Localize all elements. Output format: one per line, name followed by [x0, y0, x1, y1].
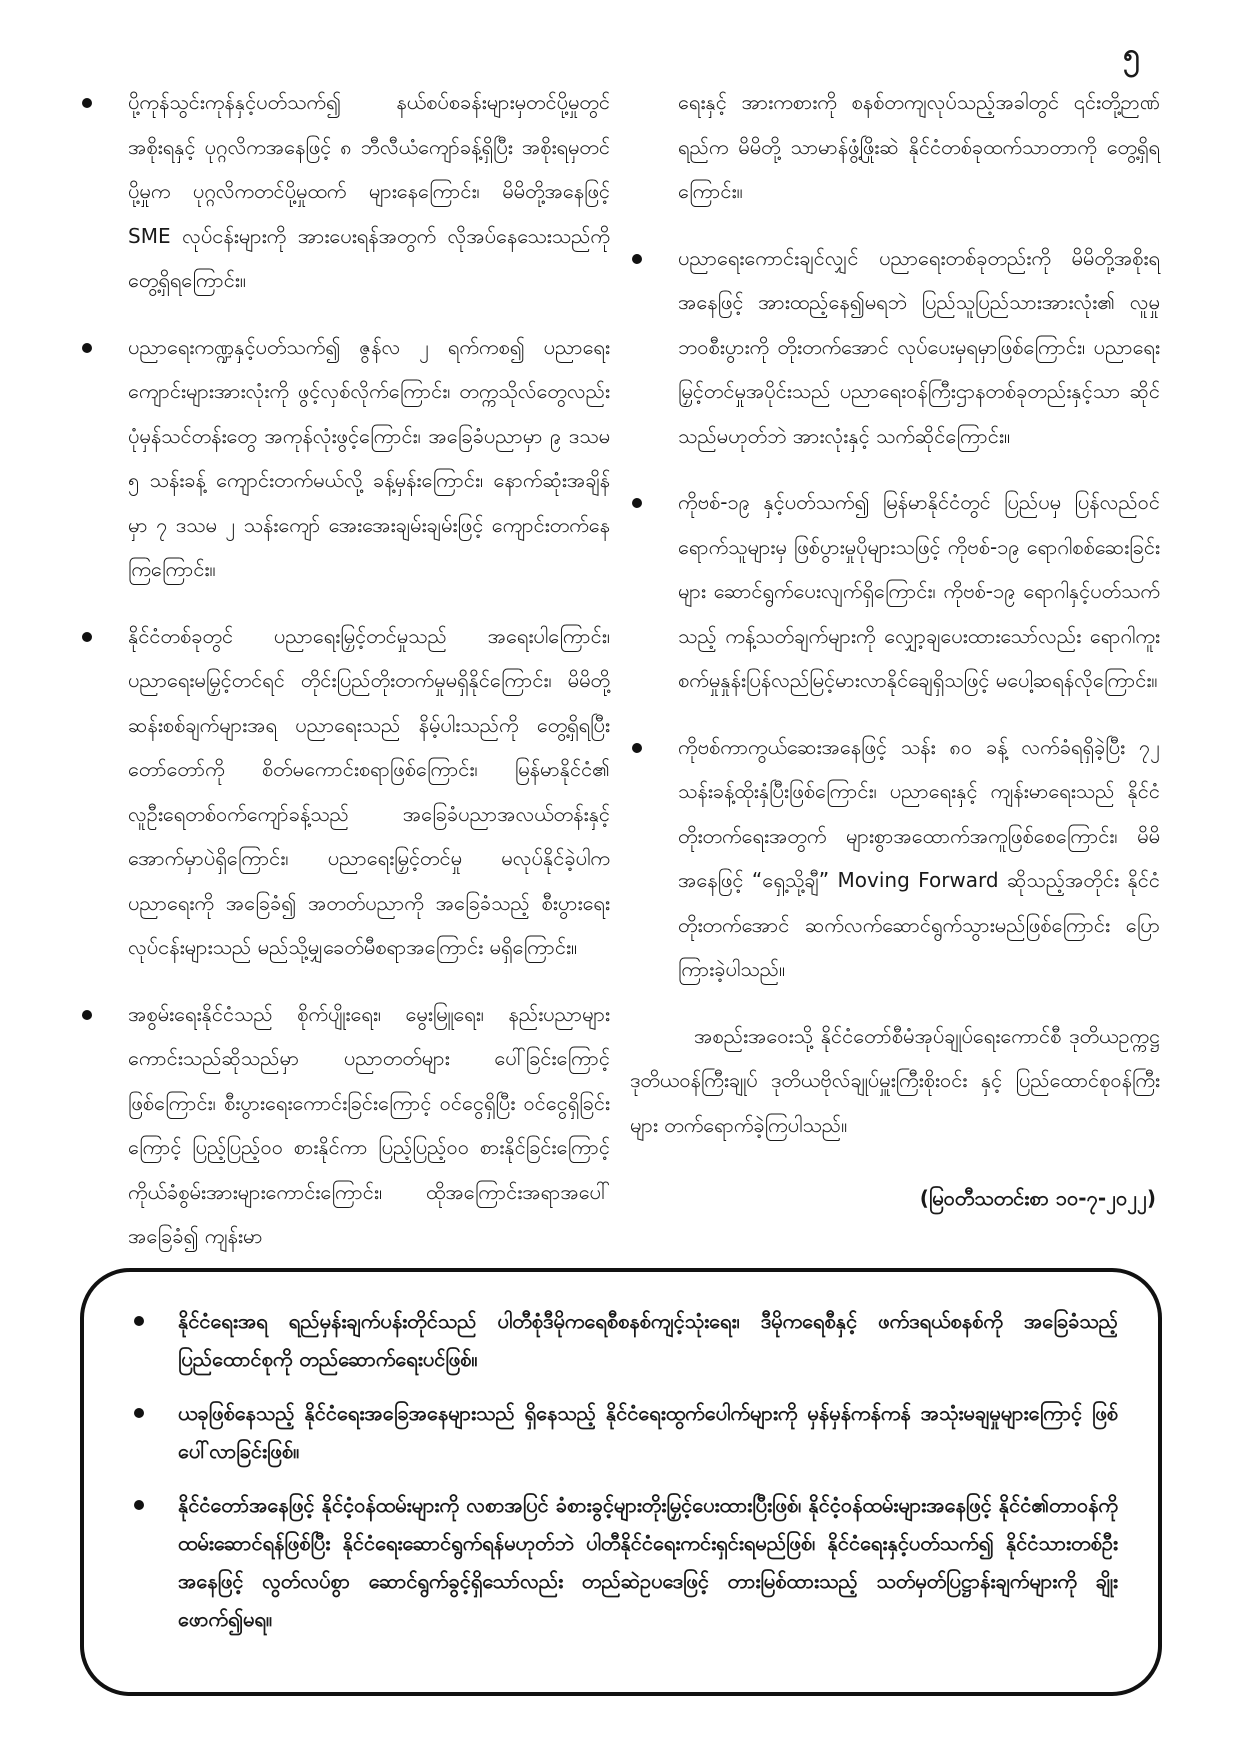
- left-column: [80, 80, 610, 1281]
- right-column: [630, 80, 1160, 1215]
- page-number: ၅: [1123, 37, 1140, 72]
- source-citation: (မြဝတီသတင်းစာ ၁၀-၇-၂၀၂၂): [919, 1186, 1156, 1210]
- bullet-paragraph: နိုင်ငံတစ်ခုတွင် ပညာရေးမြှင့်တင်မှုသည် အရေးပါကြောင်း၊ ပညာရေးမမြှင့်တင်ရင် တိုင်းပြည်တိုးတက်မှုမရှိနိုင်ကြောင်း၊ မိမိတို့ဆန်းစစ်ချက်များအရ ပညာရေးသည် နိမ့်ပါးသည်ကို တွေ့ရှိရပြီး တော်တော်ကို စိတ်မကောင်းစရာဖြစ်ကြောင်း၊ မြန်မာနိုင်ငံ၏ လူဦးရေတစ်ဝက်ကျော်ခန့်သည် အခြေခံပညာအလယ်တန်းနှင့် အောက်မှာပဲရှိကြောင်း၊ ပညာရေးမြှင့်တင်မှု မလုပ်နိုင်ခဲ့ပါက ပညာရေးကို အခြေခံ၍ အတတ်ပညာကို အခြေခံသည့် စီးပွားရေးလုပ်ငန်းများသည် မည်သို့မျှခေတ်မီစရာအကြောင်း မရှိကြောင်း။: [80, 614, 610, 970]
- bullet-paragraph: ကိုဗစ်ကာကွယ်ဆေးအနေဖြင့် သန်း ၈၀ ခန့် လက်ခံရရှိခဲ့ပြီး ၇၂ သန်းခန့်ထိုးနှံပြီးဖြစ်ကြောင်း၊ ပညာရေးနှင့် ကျန်းမာရေးသည် နိုင်ငံတိုးတက်ရေးအတွက် များစွာအထောက်အကူဖြစ်စေကြောင်း၊ မိမိအနေဖြင့် “ရှေ့သို့ချီ” Moving Forward ဆိုသည့်အတိုင်း နိုင်ငံတိုးတက်အောင် ဆက်လက်ဆောင်ရွက်သွားမည်ဖြစ်ကြောင်း ပြောကြားခဲ့ပါသည်။: [630, 725, 1160, 992]
- bullet-paragraph: ပညာရေးကောင်းချင်လျှင် ပညာရေးတစ်ခုတည်းကို မိမိတို့အစိုးရအနေဖြင့် အားထည့်နေ၍မရဘဲ ပြည်သူပြည်သားအားလုံး၏ လူမှုဘဝစီးပွားကို တိုးတက်အောင် လုပ်ပေးမှရမှာဖြစ်ကြောင်း၊ ပညာရေးမြှင့်တင်မှုအပိုင်းသည် ပညာရေးဝန်ကြီးဌာနတစ်ခုတည်းနှင့်သာ ဆိုင်သည်မဟုတ်ဘဲ အားလုံးနှင့် သက်ဆိုင်ကြောင်း။: [630, 236, 1160, 459]
- closing-paragraph: အစည်းအဝေးသို့ နိုင်ငံတော်စီမံအုပ်ချုပ်ရေးကောင်စီ ဒုတိယဥက္ကဋ္ဌ ဒုတိယဝန်ကြီးချုပ် ဒုတိယဗိုလ်ချုပ်မှူးကြီးစိုးဝင်း နှင့် ပြည်ထောင်စုဝန်ကြီးများ တက်ရောက်ခဲ့ကြပါသည်။: [630, 1023, 1160, 1137]
- summary-item: ယခုဖြစ်နေသည့် နိုင်ငံရေးအခြေအနေများသည် ရှိနေသည့် နိုင်ငံရေးထွက်ပေါက်များကို မှန်မှန်ကန်ကန် အသုံးမချမှုများကြောင့် ဖြစ်ပေါ်လာခြင်းဖြစ်။: [134, 1394, 1118, 1470]
- bullet-paragraph: ကိုဗစ်-၁၉ နှင့်ပတ်သက်၍ မြန်မာနိုင်ငံတွင် ပြည်ပမှ ပြန်လည်ဝင်ရောက်သူများမှ ဖြစ်ပွားမှုပိုများသဖြင့် ကိုဗစ်-၁၉ ရောဂါစစ်ဆေးခြင်းများ ဆောင်ရွက်ပေးလျက်ရှိကြောင်း၊ ကိုဗစ်-၁၉ ရောဂါနှင့်ပတ်သက်သည့် ကန့်သတ်ချက်များကို လျှော့ချပေးထားသော်လည်း ရောဂါကူးစက်မှုနှုန်းပြန်လည်မြင့်မားလာနိုင်ချေရှိသဖြင့် မပေါ့ဆရန်လိုကြောင်း။: [630, 480, 1160, 703]
- bullet-paragraph: ပို့ကုန်သွင်းကုန်နှင့်ပတ်သက်၍ နယ်စပ်စခန်းများမှတင်ပို့မှုတွင် အစိုးရနှင့် ပုဂ္ဂလိကအနေဖြင့် ၈ ဘီလီယံကျော်ခန့်ရှိပြီး အစိုးရမှတင်ပို့မှုက ပုဂ္ဂလိကတင်ပို့မှုထက် များနေကြောင်း၊ မိမိတို့အနေဖြင့် SME လုပ်ငန်းများကို အားပေးရန်အတွက် လိုအပ်နေသေးသည်ကိုတွေ့ရှိရကြောင်း။: [80, 80, 610, 303]
- summary-box: [80, 1268, 1162, 1696]
- summary-item: နိုင်ငံရေးအရ ရည်မှန်းချက်ပန်းတိုင်သည် ပါတီစုံဒီမိုကရေစီစနစ်ကျင့်သုံးရေး၊ ဒီမိုကရေစီနှင့် ဖက်ဒရယ်စနစ်ကို အခြေခံသည့် ပြည်ထောင်စုကို တည်ဆောက်ရေးပင်ဖြစ်။: [134, 1302, 1118, 1378]
- bullet-paragraph: ပညာရေးကဏ္ဍနှင့်ပတ်သက်၍ ဇွန်လ ၂ ရက်ကစ၍ ပညာရေးကျောင်းများအားလုံးကို ဖွင့်လှစ်လိုက်ကြောင်း၊ တက္ကသိုလ်တွေလည်း ပုံမှန်သင်တန်းတွေ အကုန်လုံးဖွင့်ကြောင်း၊ အခြေခံပညာမှာ ၉ ဒသမ ၅ သန်းခန့် ကျောင်းတက်မယ်လို့ ခန့်မှန်းကြောင်း၊ နောက်ဆုံးအချိန်မှာ ၇ ဒသမ ၂ သန်းကျော် အေးအေးချမ်းချမ်းဖြင့် ကျောင်းတက်နေကြကြောင်း။: [80, 325, 610, 592]
- continued-paragraph: ရေးနှင့် အားကစားကို စနစ်တကျလုပ်သည့်အခါတွင် ၎င်းတို့ဉာဏ်ရည်က မိမိတို့ သာမာန်ဖွံ့ဖြိုးဆဲ နိုင်ငံတစ်ခုထက်သာတာကို တွေ့ရှိရကြောင်း။: [678, 90, 1160, 203]
- summary-item: နိုင်ငံတော်အနေဖြင့် နိုင်ငံ့ဝန်ထမ်းများကို လစာအပြင် ခံစားခွင့်များတိုးမြှင့်ပေးထားပြီးဖြစ်၊ နိုင်ငံ့ဝန်ထမ်းများအနေဖြင့် နိုင်ငံ၏တာဝန်ကိုထမ်းဆောင်ရန်ဖြစ်ပြီး နိုင်ငံရေးဆောင်ရွက်ရန်မဟုတ်ဘဲ ပါတီနိုင်ငံရေးကင်းရှင်းရမည်ဖြစ်၊ နိုင်ငံရေးနှင့်ပတ်သက်၍ နိုင်ငံသားတစ်ဦးအနေဖြင့် လွတ်လပ်စွာ ဆောင်ရွက်ခွင့်ရှိသော်လည်း တည်ဆဲဥပဒေဖြင့် တားမြစ်ထားသည့် သတ်မှတ်ပြဋ္ဌာန်းချက်များကို ချိုးဖောက်၍မရ။: [134, 1486, 1118, 1638]
- bullet-paragraph: အစွမ်းရေးနိုင်ငံသည် စိုက်ပျိုးရေး၊ မွေးမြူရေး၊ နည်းပညာများ ကောင်းသည်ဆိုသည်မှာ ပညာတတ်များ ပေါ်ခြင်းကြောင့်ဖြစ်ကြောင်း၊ စီးပွားရေးကောင်းခြင်းကြောင့် ဝင်ငွေရှိပြီး ဝင်ငွေရှိခြင်းကြောင့် ပြည့်ပြည့်ဝဝ စားနိုင်ကာ ပြည့်ပြည့်ဝဝ စားနိုင်ခြင်းကြောင့် ကိုယ်ခံစွမ်းအားများကောင်းကြောင်း၊ ထိုအကြောင်းအရာအပေါ် အခြေခံ၍ ကျန်းမာ: [80, 992, 610, 1259]
